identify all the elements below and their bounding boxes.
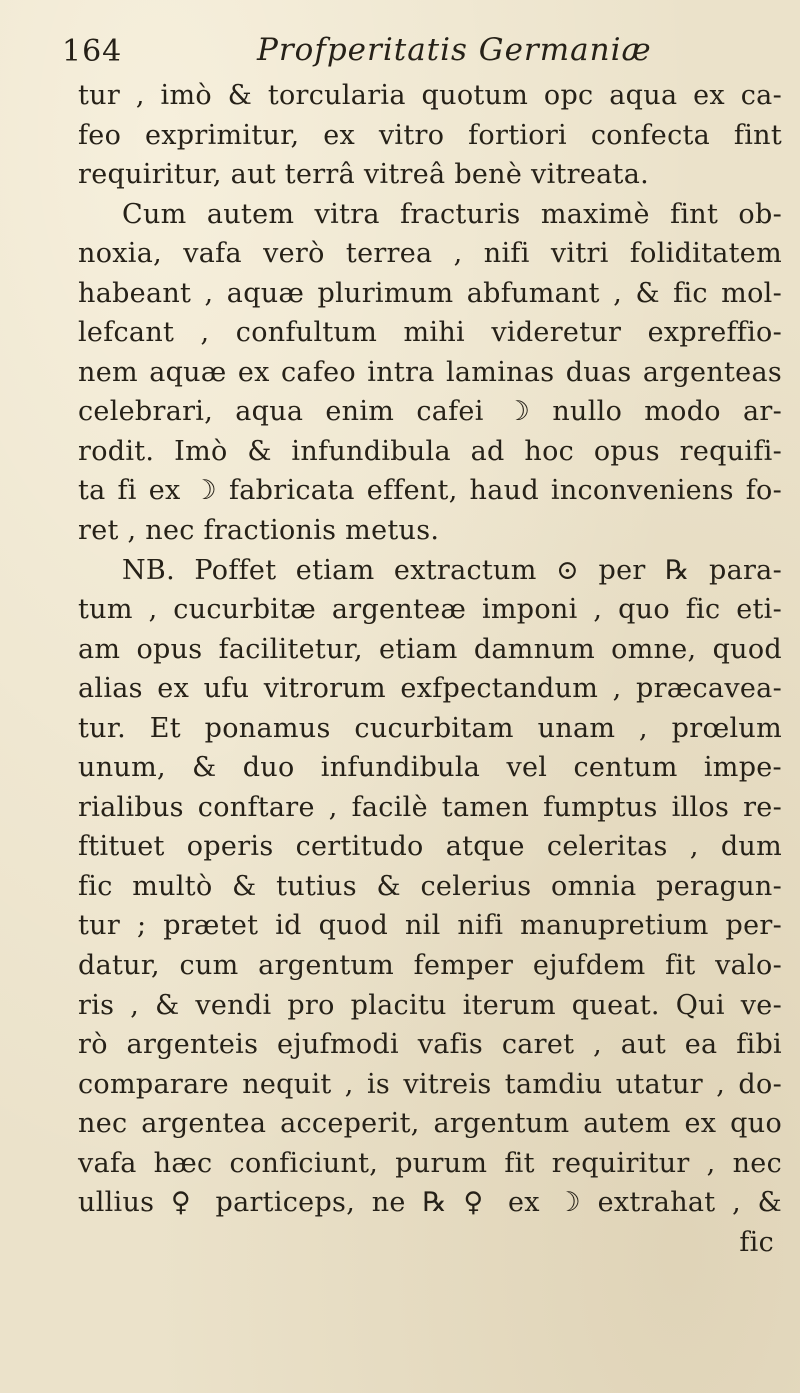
text-line: ret , nec fractionis metus. [78, 515, 440, 547]
text-line: nec argentea acceperit, argentum autem ex quo [78, 1108, 782, 1140]
text-line: noxia, vafa verò terrea , nifi vitri foliditatem [78, 238, 782, 270]
page-number: 164 [62, 34, 123, 69]
body-text [78, 76, 782, 1262]
text-line: rodit. Imò & infundibula ad hoc opus requifi- [78, 435, 782, 467]
page-header [62, 28, 782, 80]
text-line: datur, cum argentum femper ejufdem fit valo- [78, 950, 782, 982]
text-line: vafa hæc conficiunt, purum fit requiritur , nec [78, 1147, 782, 1179]
text-line: rò argenteis ejufmodi vafis caret , aut ea fibi [78, 1029, 782, 1061]
text-line: fic multò & tutius & celerius omnia peragun- [78, 870, 782, 902]
text-line: nem aquæ ex cafeo intra laminas duas argenteas [78, 356, 782, 388]
text-line: ris , & vendi pro placitu iterum queat. Qui ve- [78, 989, 782, 1021]
text-line: rialibus conftare , facilè tamen fumptus illos re- [78, 791, 782, 823]
text-line: ullius ♀ particeps, ne ℞ ♀ ex ☽ extrahat , & [78, 1187, 782, 1219]
text-line: tur , imò & torcularia quotum opc aqua ex ca- [78, 80, 782, 111]
text-line: feo exprimitur, ex vitro fortiori confecta fint [78, 119, 782, 151]
text-line: NB. Poffet etiam extractum ⊙ per ℞ para- [122, 554, 782, 586]
text-line: Cum autem vitra fracturis maximè fint ob- [122, 198, 782, 230]
text-line: tur ; prætet id quod nil nifi manupretium per- [78, 910, 782, 942]
text-line: celebrari, aqua enim cafei ☽ nullo modo ar- [78, 396, 782, 428]
text-line: ta fi ex ☽ fabricata effent, haud inconveniens fo- [78, 475, 782, 507]
text-line: requiritur, aut terrâ vitreâ benè vitreata. [78, 159, 649, 191]
text-line: ftituet operis certitudo atque celeritas , dum [78, 831, 782, 863]
text-line: tum , cucurbitæ argenteæ imponi , quo fic eti- [78, 594, 782, 626]
running-title: Profperitatis Germaniæ [257, 32, 652, 68]
catchword: fic [739, 1226, 774, 1258]
text-line: lefcant , confultum mihi videretur expreffio- [78, 317, 782, 349]
text-line: tur. Et ponamus cucurbitam unam , prœlum [78, 712, 782, 744]
text-line: alias ex ufu vitrorum exfpectandum , præcavea- [78, 673, 782, 705]
text-line: habeant , aquæ plurimum abfumant , & fic mol- [78, 277, 782, 309]
text-line: unum, & duo infundibula vel centum impe- [78, 752, 782, 784]
text-line: comparare nequit , is vitreis tamdiu utatur , do- [78, 1068, 782, 1100]
text-line: am opus facilitetur, etiam damnum omne, quod [78, 633, 782, 665]
